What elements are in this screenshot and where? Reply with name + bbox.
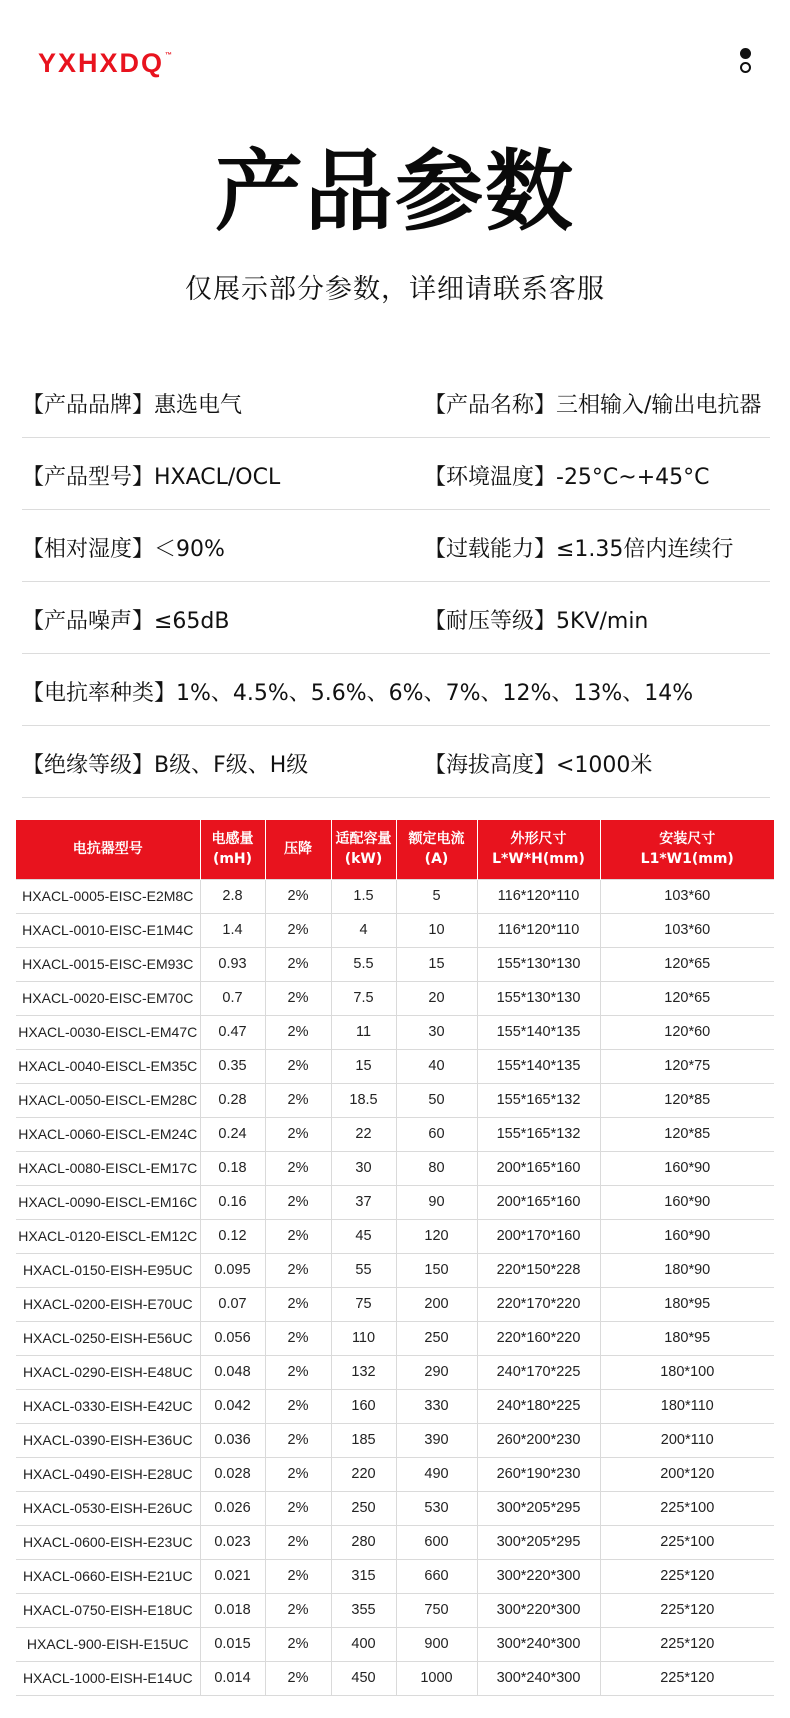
spec-row xyxy=(22,366,770,438)
table-cell: HXACL-0200-EISH-E70UC xyxy=(16,1287,200,1321)
spec-list xyxy=(22,366,770,798)
table-cell: 50 xyxy=(396,1083,477,1117)
table-cell: 300*220*300 xyxy=(477,1559,600,1593)
table-cell: HXACL-0015-EISC-EM93C xyxy=(16,947,200,981)
table-cell: 4 xyxy=(331,913,396,947)
table-cell: 225*120 xyxy=(600,1593,774,1627)
table-cell: 225*100 xyxy=(600,1525,774,1559)
table-row xyxy=(16,1117,774,1151)
table-cell: 390 xyxy=(396,1423,477,1457)
column-header xyxy=(265,820,331,879)
column-header-unit: (mH) xyxy=(212,851,253,868)
table-cell: 155*140*135 xyxy=(477,1015,600,1049)
table-cell: HXACL-0090-EISCL-EM16C xyxy=(16,1185,200,1219)
table-cell: 2% xyxy=(265,1185,331,1219)
table-cell: HXACL-0030-EISCL-EM47C xyxy=(16,1015,200,1049)
table-cell: 0.042 xyxy=(200,1389,265,1423)
table-row xyxy=(16,1389,774,1423)
table-cell: 2% xyxy=(265,1083,331,1117)
spec-item-left: 【产品噪声】≤65dB xyxy=(22,609,230,634)
table-cell: 225*120 xyxy=(600,1661,774,1695)
table-row xyxy=(16,879,774,913)
table-cell: 155*165*132 xyxy=(477,1117,600,1151)
menu-dot-filled xyxy=(740,48,751,59)
table-cell: 200*120 xyxy=(600,1457,774,1491)
spec-item-left: 【绝缘等级】B级、F级、H级 xyxy=(22,753,309,778)
brand-logo-text: YXHXDQ xyxy=(38,48,165,78)
table-cell: 225*120 xyxy=(600,1559,774,1593)
column-header-label: 安装尺寸 xyxy=(659,831,716,848)
table-cell: 330 xyxy=(396,1389,477,1423)
table-cell: 0.095 xyxy=(200,1253,265,1287)
table-cell: 160*90 xyxy=(600,1151,774,1185)
table-cell: 2% xyxy=(265,1287,331,1321)
table-cell: 2% xyxy=(265,913,331,947)
column-header-unit: (A) xyxy=(424,851,449,868)
table-cell: 0.015 xyxy=(200,1627,265,1661)
table-cell: 5 xyxy=(396,879,477,913)
table-cell: 490 xyxy=(396,1457,477,1491)
table-cell: 0.026 xyxy=(200,1491,265,1525)
table-cell: 155*130*130 xyxy=(477,981,600,1015)
column-header-unit: L*W*H(mm) xyxy=(492,851,585,868)
column-header-label: 电抗器型号 xyxy=(72,841,143,858)
table-cell: 2% xyxy=(265,1321,331,1355)
table-cell: 0.12 xyxy=(200,1219,265,1253)
table-cell: 120*75 xyxy=(600,1049,774,1083)
table-cell: HXACL-0020-EISC-EM70C xyxy=(16,981,200,1015)
table-cell: 120 xyxy=(396,1219,477,1253)
table-cell: 80 xyxy=(396,1151,477,1185)
table-row xyxy=(16,1559,774,1593)
table-cell: 225*100 xyxy=(600,1491,774,1525)
table-cell: 2% xyxy=(265,1525,331,1559)
table-cell: 0.24 xyxy=(200,1117,265,1151)
table-cell: HXACL-0010-EISC-E1M4C xyxy=(16,913,200,947)
table-cell: 1000 xyxy=(396,1661,477,1695)
table-cell: 160*90 xyxy=(600,1185,774,1219)
spec-item-right: 【耐压等级】5KV/min xyxy=(424,609,649,634)
table-cell: 2% xyxy=(265,1049,331,1083)
column-header xyxy=(200,820,265,879)
table-cell: HXACL-0750-EISH-E18UC xyxy=(16,1593,200,1627)
table-cell: 220*150*228 xyxy=(477,1253,600,1287)
table-row xyxy=(16,1661,774,1695)
spec-item-right: 【过载能力】≤1.35倍内连续行 xyxy=(424,537,734,562)
table-cell: 40 xyxy=(396,1049,477,1083)
table-cell: 400 xyxy=(331,1627,396,1661)
table-row xyxy=(16,1287,774,1321)
table-cell: 185 xyxy=(331,1423,396,1457)
table-cell: 0.028 xyxy=(200,1457,265,1491)
table-cell: 200*165*160 xyxy=(477,1185,600,1219)
table-cell: 1.4 xyxy=(200,913,265,947)
table-cell: 60 xyxy=(396,1117,477,1151)
table-cell: 355 xyxy=(331,1593,396,1627)
column-header-label: 压降 xyxy=(284,841,312,858)
table-row xyxy=(16,1593,774,1627)
spec-item-right: 【海拔高度】<1000米 xyxy=(424,753,653,778)
table-row xyxy=(16,947,774,981)
spec-row xyxy=(22,654,770,726)
table-cell: HXACL-0060-EISCL-EM24C xyxy=(16,1117,200,1151)
table-cell: 0.18 xyxy=(200,1151,265,1185)
table-cell: 18.5 xyxy=(331,1083,396,1117)
table-cell: 2% xyxy=(265,981,331,1015)
table-row xyxy=(16,1321,774,1355)
table-cell: HXACL-0660-EISH-E21UC xyxy=(16,1559,200,1593)
table-cell: 220*170*220 xyxy=(477,1287,600,1321)
table-cell: 2% xyxy=(265,1015,331,1049)
table-cell: 280 xyxy=(331,1525,396,1559)
table-cell: HXACL-0290-EISH-E48UC xyxy=(16,1355,200,1389)
table-cell: HXACL-0005-EISC-E2M8C xyxy=(16,879,200,913)
table-cell: 2% xyxy=(265,1151,331,1185)
spec-item-right: 【环境温度】-25°C~+45°C xyxy=(424,465,710,490)
table-cell: 200 xyxy=(396,1287,477,1321)
table-cell: 155*140*135 xyxy=(477,1049,600,1083)
column-header-unit: L1*W1(mm) xyxy=(640,851,734,868)
table-cell: 300*220*300 xyxy=(477,1593,600,1627)
table-cell: 225*120 xyxy=(600,1627,774,1661)
table-cell: 300*240*300 xyxy=(477,1627,600,1661)
table-cell: 0.036 xyxy=(200,1423,265,1457)
table-row xyxy=(16,1457,774,1491)
table-cell: HXACL-1000-EISH-E14UC xyxy=(16,1661,200,1695)
table-cell: 15 xyxy=(396,947,477,981)
table-row xyxy=(16,1355,774,1389)
table-cell: 120*65 xyxy=(600,981,774,1015)
column-header xyxy=(16,820,200,879)
table-cell: 220*160*220 xyxy=(477,1321,600,1355)
table-row xyxy=(16,1219,774,1253)
table-cell: HXACL-0120-EISCL-EM12C xyxy=(16,1219,200,1253)
table-cell: 250 xyxy=(331,1491,396,1525)
table-cell: 180*95 xyxy=(600,1287,774,1321)
table-cell: 0.93 xyxy=(200,947,265,981)
column-header-label: 额定电流 xyxy=(408,831,465,848)
table-cell: 155*165*132 xyxy=(477,1083,600,1117)
table-cell: 0.16 xyxy=(200,1185,265,1219)
table-cell: 103*60 xyxy=(600,913,774,947)
table-cell: 155*130*130 xyxy=(477,947,600,981)
trademark-mark: ™ xyxy=(165,52,173,59)
table-cell: 120*85 xyxy=(600,1117,774,1151)
column-header xyxy=(331,820,396,879)
table-cell: HXACL-900-EISH-E15UC xyxy=(16,1627,200,1661)
table-row xyxy=(16,1151,774,1185)
table-cell: 240*170*225 xyxy=(477,1355,600,1389)
table-header-row xyxy=(16,820,774,879)
table-cell: 0.023 xyxy=(200,1525,265,1559)
table-cell: 0.021 xyxy=(200,1559,265,1593)
table-cell: 160 xyxy=(331,1389,396,1423)
table-cell: 75 xyxy=(331,1287,396,1321)
table-cell: HXACL-0050-EISCL-EM28C xyxy=(16,1083,200,1117)
table-cell: 1.5 xyxy=(331,879,396,913)
page-title: 产品参数 xyxy=(214,140,575,243)
column-header-label: 适配容量 xyxy=(335,831,392,848)
table-cell: 900 xyxy=(396,1627,477,1661)
table-cell: HXACL-0330-EISH-E42UC xyxy=(16,1389,200,1423)
table-cell: HXACL-0530-EISH-E26UC xyxy=(16,1491,200,1525)
table-cell: 315 xyxy=(331,1559,396,1593)
table-cell: 2% xyxy=(265,1457,331,1491)
spec-item-left: 【产品型号】HXACL/OCL xyxy=(22,465,281,490)
table-cell: 260*200*230 xyxy=(477,1423,600,1457)
table-cell: 200*165*160 xyxy=(477,1151,600,1185)
table-cell: 240*180*225 xyxy=(477,1389,600,1423)
table-cell: 22 xyxy=(331,1117,396,1151)
table-cell: 2% xyxy=(265,879,331,913)
table-cell: 180*90 xyxy=(600,1253,774,1287)
table-cell: 0.28 xyxy=(200,1083,265,1117)
table-row xyxy=(16,913,774,947)
table-cell: 160*90 xyxy=(600,1219,774,1253)
table-row xyxy=(16,1049,774,1083)
table-cell: 116*120*110 xyxy=(477,879,600,913)
table-cell: 180*95 xyxy=(600,1321,774,1355)
table-cell: 45 xyxy=(331,1219,396,1253)
spec-item-left: 【相对湿度】＜90% xyxy=(22,537,225,562)
table-cell: 0.7 xyxy=(200,981,265,1015)
table-cell: 55 xyxy=(331,1253,396,1287)
table-cell: 120*85 xyxy=(600,1083,774,1117)
spec-item-left: 【电抗率种类】1%、4.5%、5.6%、6%、7%、12%、13%、14% xyxy=(22,681,694,706)
table-cell: HXACL-0080-EISCL-EM17C xyxy=(16,1151,200,1185)
table-row xyxy=(16,1525,774,1559)
spec-row xyxy=(22,510,770,582)
table-cell: 180*100 xyxy=(600,1355,774,1389)
more-vertical-icon[interactable] xyxy=(738,46,754,76)
table-cell: 0.35 xyxy=(200,1049,265,1083)
table-cell: 2% xyxy=(265,1627,331,1661)
table-cell: 37 xyxy=(331,1185,396,1219)
column-header-label: 外形尺寸 xyxy=(510,831,567,848)
table-cell: 2% xyxy=(265,947,331,981)
table-cell: 10 xyxy=(396,913,477,947)
table-cell: 30 xyxy=(396,1015,477,1049)
table-row xyxy=(16,981,774,1015)
table-cell: 2% xyxy=(265,1355,331,1389)
table-cell: 0.048 xyxy=(200,1355,265,1389)
column-header-label: 电感量 xyxy=(211,831,254,848)
table-cell: 0.018 xyxy=(200,1593,265,1627)
table-cell: 450 xyxy=(331,1661,396,1695)
spec-row xyxy=(22,582,770,654)
table-cell: 530 xyxy=(396,1491,477,1525)
table-cell: 103*60 xyxy=(600,879,774,913)
table-cell: 260*190*230 xyxy=(477,1457,600,1491)
table-cell: 2% xyxy=(265,1117,331,1151)
table-cell: 250 xyxy=(396,1321,477,1355)
table-cell: 290 xyxy=(396,1355,477,1389)
table-cell: 2% xyxy=(265,1559,331,1593)
column-header xyxy=(600,820,774,879)
table-cell: 0.07 xyxy=(200,1287,265,1321)
table-cell: 0.056 xyxy=(200,1321,265,1355)
table-row xyxy=(16,1083,774,1117)
spec-row xyxy=(22,726,770,798)
table-cell: 600 xyxy=(396,1525,477,1559)
table-cell: 132 xyxy=(331,1355,396,1389)
column-header xyxy=(477,820,600,879)
table-cell: 200*170*160 xyxy=(477,1219,600,1253)
table-cell: 300*205*295 xyxy=(477,1491,600,1525)
table-cell: 0.014 xyxy=(200,1661,265,1695)
table-cell: 110 xyxy=(331,1321,396,1355)
parameter-table xyxy=(16,820,774,1696)
table-cell: 2% xyxy=(265,1423,331,1457)
table-cell: 7.5 xyxy=(331,981,396,1015)
table-cell: 2% xyxy=(265,1491,331,1525)
table-cell: 120*60 xyxy=(600,1015,774,1049)
table-cell: 2% xyxy=(265,1661,331,1695)
table-cell: 0.47 xyxy=(200,1015,265,1049)
table-cell: 150 xyxy=(396,1253,477,1287)
brand-logo xyxy=(38,48,172,79)
table-cell: 2.8 xyxy=(200,879,265,913)
table-cell: 660 xyxy=(396,1559,477,1593)
table-cell: 300*205*295 xyxy=(477,1525,600,1559)
table-cell: HXACL-0250-EISH-E56UC xyxy=(16,1321,200,1355)
table-cell: 300*240*300 xyxy=(477,1661,600,1695)
table-cell: 750 xyxy=(396,1593,477,1627)
table-row xyxy=(16,1015,774,1049)
table-cell: 5.5 xyxy=(331,947,396,981)
table-cell: HXACL-0490-EISH-E28UC xyxy=(16,1457,200,1491)
spec-item-left: 【产品品牌】惠选电气 xyxy=(22,393,243,418)
spec-item-right: 【产品名称】三相输入/输出电抗器 xyxy=(424,393,762,418)
menu-dot-outline xyxy=(740,62,751,73)
table-row xyxy=(16,1185,774,1219)
table-cell: 220 xyxy=(331,1457,396,1491)
column-header xyxy=(396,820,477,879)
table-row xyxy=(16,1253,774,1287)
table-row xyxy=(16,1627,774,1661)
page-subtitle: 仅展示部分参数，详细请联系客服 xyxy=(185,274,605,305)
table-cell: 15 xyxy=(331,1049,396,1083)
table-cell: HXACL-0390-EISH-E36UC xyxy=(16,1423,200,1457)
table-cell: 90 xyxy=(396,1185,477,1219)
spec-row xyxy=(22,438,770,510)
table-cell: 20 xyxy=(396,981,477,1015)
table-cell: HXACL-0600-EISH-E23UC xyxy=(16,1525,200,1559)
table-cell: HXACL-0040-EISCL-EM35C xyxy=(16,1049,200,1083)
column-header-unit: (kW) xyxy=(344,851,383,868)
table-cell: 30 xyxy=(331,1151,396,1185)
table-cell: 2% xyxy=(265,1219,331,1253)
table-cell: 2% xyxy=(265,1593,331,1627)
table-cell: 120*65 xyxy=(600,947,774,981)
table-cell: 2% xyxy=(265,1389,331,1423)
table-row xyxy=(16,1491,774,1525)
table-cell: 2% xyxy=(265,1253,331,1287)
table-cell: 180*110 xyxy=(600,1389,774,1423)
table-row xyxy=(16,1423,774,1457)
table-cell: HXACL-0150-EISH-E95UC xyxy=(16,1253,200,1287)
table-cell: 11 xyxy=(331,1015,396,1049)
table-cell: 200*110 xyxy=(600,1423,774,1457)
table-cell: 116*120*110 xyxy=(477,913,600,947)
